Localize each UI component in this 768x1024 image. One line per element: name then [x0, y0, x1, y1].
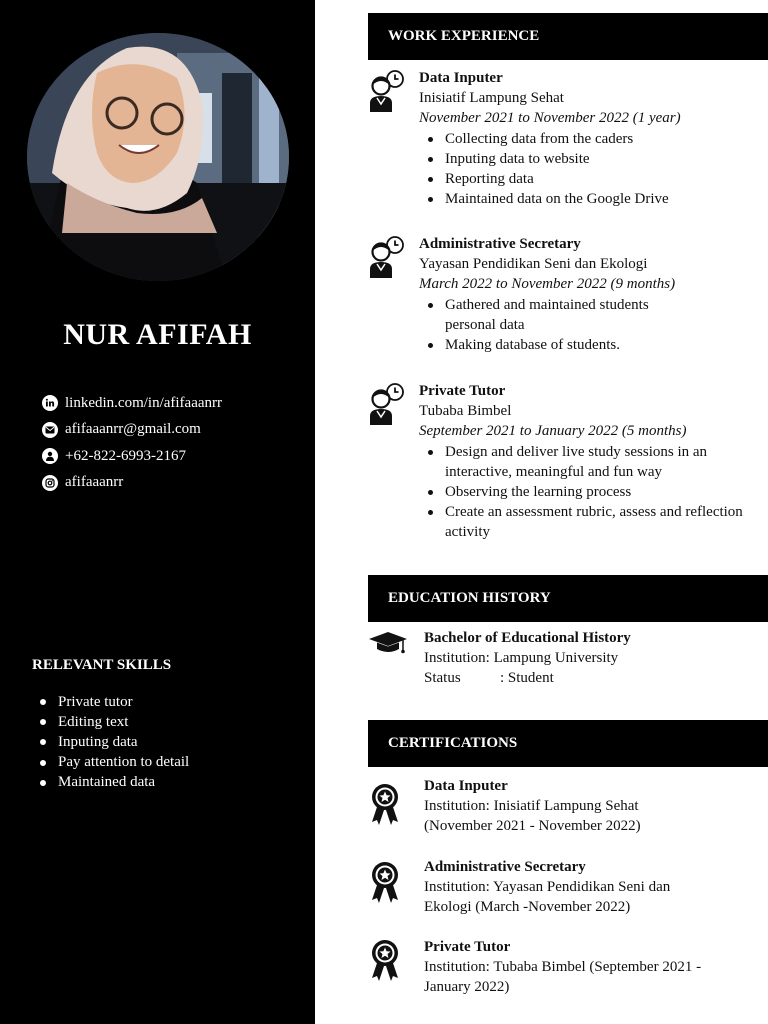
- skill-item: Pay attention to detail: [40, 753, 189, 773]
- contact-instagram[interactable]: [42, 470, 222, 497]
- skills-list: [40, 692, 189, 793]
- worker-clock-icon: [368, 234, 404, 280]
- profile-photo: [27, 33, 289, 281]
- award-ribbon-icon: [369, 860, 401, 904]
- education-history-heading: EDUCATION HISTORY: [368, 575, 768, 622]
- certification-entry: [424, 857, 714, 918]
- contact-linkedin[interactable]: [42, 390, 222, 417]
- job-bullets: [419, 295, 690, 356]
- job-entry: [419, 234, 749, 355]
- phone-text[interactable]: +62-822-6993-2167: [65, 447, 186, 464]
- job-period: September 2021 to January 2022 (5 months): [419, 423, 687, 440]
- job-bullet: Making database of students.: [445, 335, 690, 355]
- skills-heading: RELEVANT SKILLS: [32, 657, 172, 673]
- job-organization: Inisiatif Lampung Sehat: [419, 90, 564, 107]
- certification-title: Private Tutor: [424, 939, 511, 955]
- certification-detail: Institution: Inisiatif Lampung Sehat (November 2021 - November 2022): [424, 798, 641, 835]
- degree-title: Bachelor of Educational History: [424, 630, 631, 646]
- contact-phone[interactable]: [42, 443, 222, 470]
- job-period: March 2022 to November 2022 (9 months): [419, 276, 676, 293]
- certification-entry: [424, 776, 704, 837]
- job-title: Data Inputer: [419, 70, 503, 86]
- worker-clock-icon: [368, 381, 404, 427]
- award-ribbon-icon: [369, 938, 401, 982]
- education-status: [424, 668, 754, 688]
- status-value: : Student: [500, 670, 554, 687]
- linkedin-icon: [42, 395, 58, 411]
- job-bullet: Collecting data from the caders: [445, 129, 749, 149]
- skill-item: Private tutor: [40, 692, 189, 712]
- certification-title: Data Inputer: [424, 778, 508, 794]
- education-entry: [424, 628, 754, 689]
- job-bullets: [419, 442, 745, 543]
- skill-item: Editing text: [40, 712, 189, 732]
- contact-email[interactable]: [42, 417, 222, 444]
- job-bullet: Maintained data on the Google Drive: [445, 189, 749, 209]
- job-bullets: [419, 129, 749, 210]
- job-bullet: Create an assessment rubric, assess and reflection activity: [445, 502, 745, 542]
- award-ribbon-icon: [369, 782, 401, 826]
- job-title: Private Tutor: [419, 383, 506, 399]
- job-entry: [419, 381, 749, 543]
- certification-entry: [424, 937, 714, 998]
- job-period: November 2021 to November 2022 (1 year): [419, 110, 681, 127]
- job-bullet: Design and deliver live study sessions in an interactive, meaningful and fun way: [445, 442, 745, 482]
- job-entry: [419, 68, 749, 209]
- graduation-cap-icon: [368, 630, 408, 656]
- contact-list: [42, 390, 222, 496]
- certification-title: Administrative Secretary: [424, 859, 586, 875]
- job-title: Administrative Secretary: [419, 236, 581, 252]
- sidebar: [0, 0, 315, 1024]
- job-organization: Tubaba Bimbel: [419, 403, 512, 420]
- candidate-name: NUR AFIFAH: [63, 318, 252, 351]
- worker-clock-icon: [368, 68, 404, 114]
- instagram-icon: [42, 475, 58, 491]
- certification-detail: Institution: Tubaba Bimbel (September 2021 - January 2022): [424, 959, 702, 996]
- email-text[interactable]: afifaaanrr@gmail.com: [65, 421, 201, 438]
- job-bullet: Gathered and maintained students personal data: [445, 295, 690, 335]
- skill-item: Inputing data: [40, 732, 189, 752]
- linkedin-text[interactable]: linkedin.com/in/afifaaanrr: [65, 394, 223, 411]
- education-institution: Institution: Lampung University: [424, 650, 619, 667]
- certifications-heading: CERTIFICATIONS: [368, 720, 768, 767]
- certification-detail: Institution: Yayasan Pendidikan Seni dan Ekologi (March -November 2022): [424, 879, 671, 916]
- email-icon: [42, 422, 58, 438]
- instagram-text[interactable]: afifaaanrr: [65, 474, 124, 491]
- skill-item: Maintained data: [40, 773, 189, 793]
- job-bullet: Observing the learning process: [445, 482, 745, 502]
- job-bullet: Reporting data: [445, 169, 749, 189]
- phone-icon: [42, 448, 58, 464]
- profile-photo-illustration: [27, 33, 289, 281]
- work-experience-heading: WORK EXPERIENCE: [368, 13, 768, 60]
- job-bullet: Inputing data to website: [445, 149, 749, 169]
- status-label: Status: [424, 670, 461, 687]
- job-organization: Yayasan Pendidikan Seni dan Ekologi: [419, 256, 648, 273]
